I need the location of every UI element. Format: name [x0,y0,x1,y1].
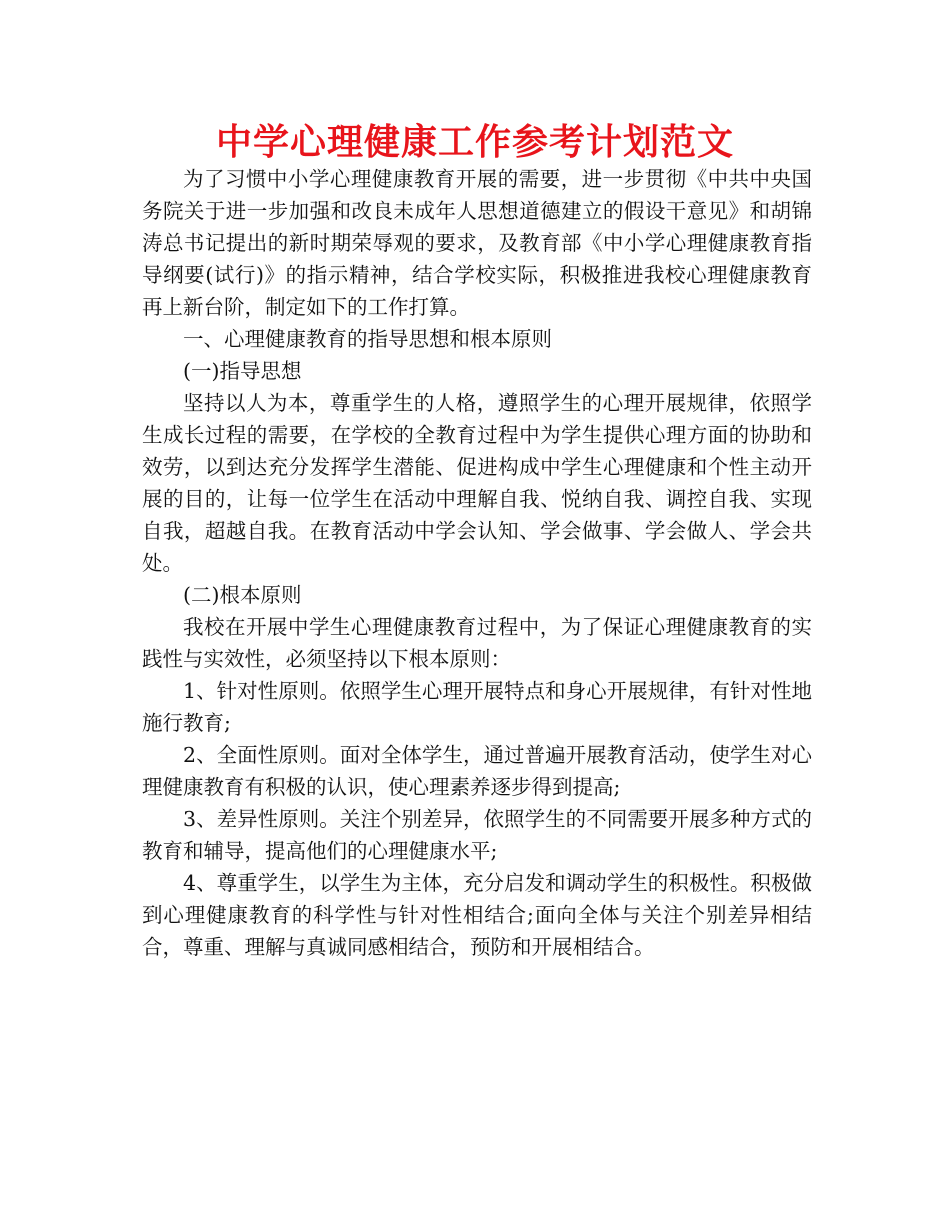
section-heading-1: 一、心理健康教育的指导思想和根本原则 [183,327,552,351]
paragraph-guiding-thought: 坚持以人为本，尊重学生的人格，遵照学生的心理开展规律，依照学生成长过程的需要，在学校的全教育过程中为学生提供心理方面的协助和效劳，以到达充分发挥学生潜能、促进构成中学生心理健康和个性主动开展的目的，让每一位学生在活动中理解自我、悦纳自我、调控自我、实现自我，超越自我。在教育活动中学会认知、学会做事、学会做人、学会共处。 [142,391,812,575]
principle-item-2: 2、全面性原则。面对全体学生，通过普遍开展教育活动，使学生对心理健康教育有积极的认识，使心理素养逐步得到提高; [142,743,812,799]
subsection-heading-basic-principles: (二)根本原则 [183,583,302,607]
principle-item-1: 1、针对性原则。依照学生心理开展特点和身心开展规律，有针对性地施行教育; [142,679,812,735]
document-body [142,163,812,963]
paragraph-intro: 为了习惯中小学心理健康教育开展的需要，进一步贯彻《中共中央国务院关于进一步加强和改良未成年人思想道德建立的假设干意见》和胡锦涛总书记提出的新时期荣辱观的要求，及教育部《中小学心理健康教育指导纲要(试行)》的指示精神，结合学校实际，积极推进我校心理健康教育再上新台阶，制定如下的工作打算。 [142,167,812,319]
paragraph-principles-intro: 我校在开展中学生心理健康教育过程中，为了保证心理健康教育的实践性与实效性，必须坚持以下根本原则： [142,615,812,671]
document-title: 中学心理健康工作参考计划范文 [215,122,734,163]
principle-item-3: 3、差异性原则。关注个别差异，依照学生的不同需要开展多种方式的教育和辅导，提高他们的心理健康水平; [142,807,812,863]
subsection-heading-guiding-thought: (一)指导思想 [183,359,302,383]
principle-item-4: 4、尊重学生，以学生为主体，充分启发和调动学生的积极性。积极做到心理健康教育的科学性与针对性相结合;面向全体与关注个别差异相结合，尊重、理解与真诚同感相结合，预防和开展相结合。 [142,871,812,959]
